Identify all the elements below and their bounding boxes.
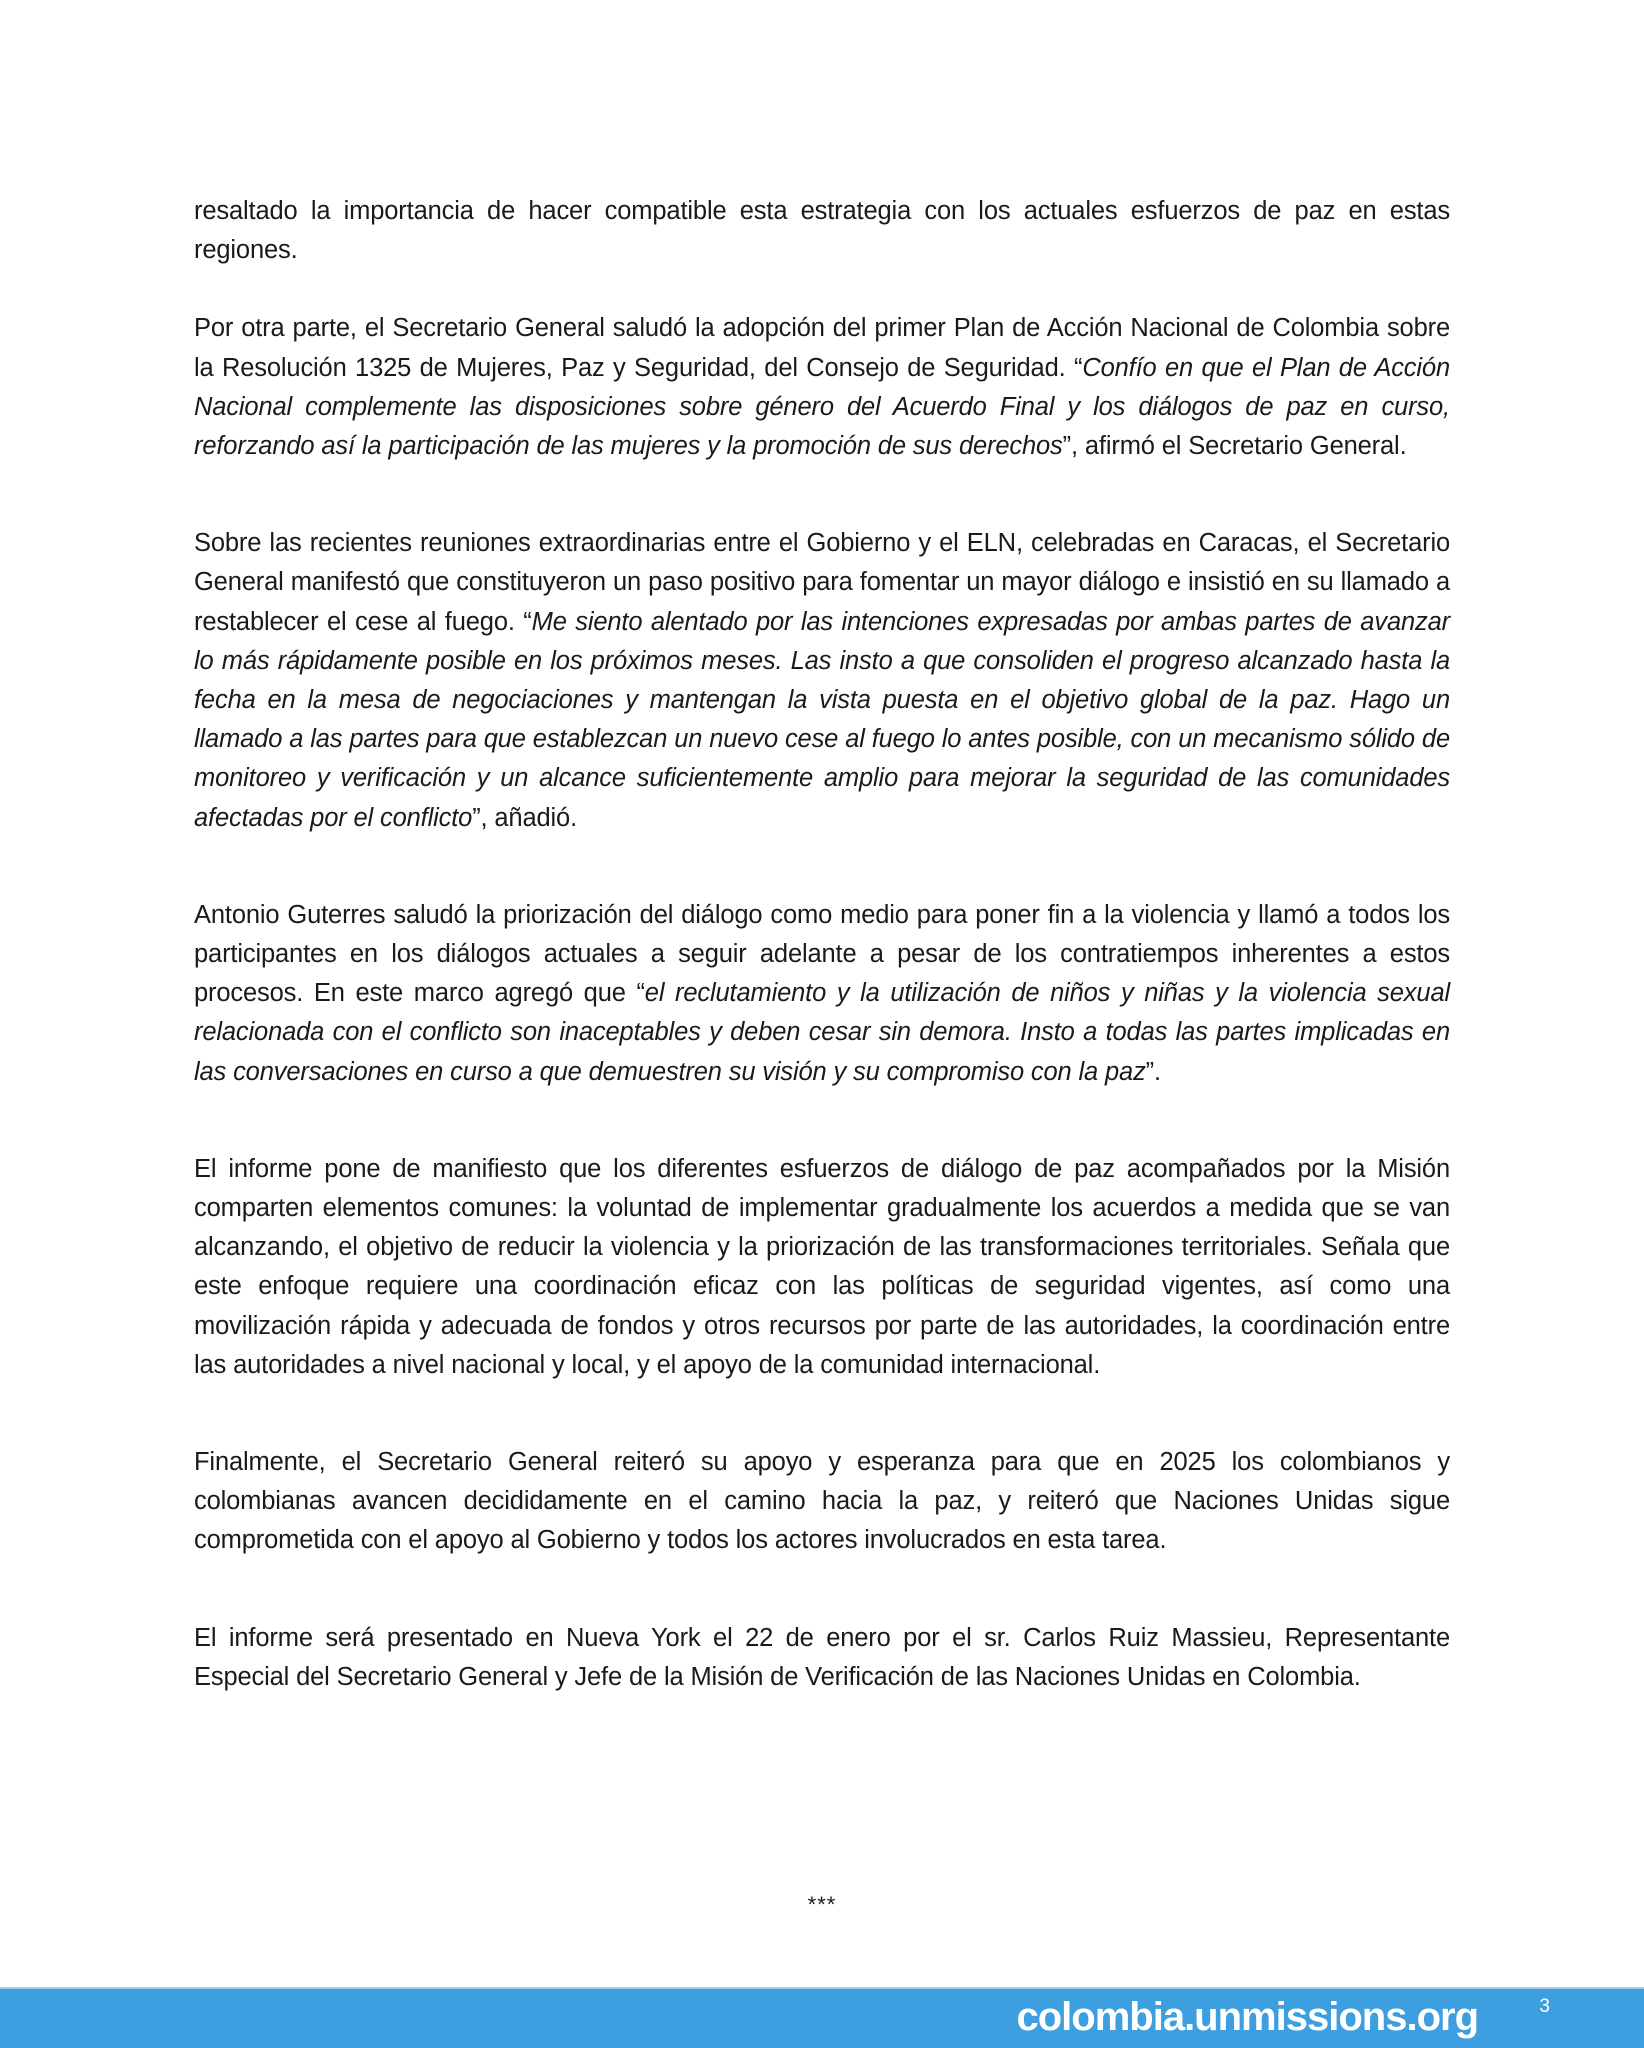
paragraph-national-action-plan: [194, 309, 1450, 466]
paragraph-text: El informe pone de manifiesto que los diferentes esfuerzos de diálogo de paz acompañados por la Misión comparten elementos comunes: la voluntad de implementar gradualmente los acuerdos a medida que se van alcanzando, el objetivo de reducir la violencia y la priorización de las transformaciones territoriales. Señala que este enfoque requiere una coordinación eficaz con las políticas de seguridad vigentes, así como una movilización rápida y adecuada de fondos y otros recursos por parte de las autoridades, la coordinación entre las autoridades a nivel nacional y local, y el apoyo de la comunidad internacional.: [194, 1154, 1450, 1379]
paragraph-text: Sobre las recientes reuniones extraordinarias entre el Gobierno y el ELN, celebradas en Caracas, el Secretario General manifestó que constituyeron un paso positivo para fomentar un mayor diálogo e insistió en su llamado a restablecer el cese al fuego. “: [194, 529, 1450, 636]
paragraph-text: resaltado la importancia de hacer compatible esta estrategia con los actuales esfuerzos de paz en estas regiones.: [194, 197, 1450, 265]
quote-text: Confío en que el Plan de Acción Nacional complemente las disposiciones sobre género del Acuerdo Final y los diálogos de paz en curso, reforzando así la participación de las mujeres y la promoción de sus derechos: [194, 353, 1450, 461]
page-number: 3: [1539, 1996, 1550, 2017]
paragraph-text: Finalmente, el Secretario General reiteró su apoyo y esperanza para que en 2025 los colombianos y colombianas avancen decididamente en el camino hacia la paz, y reiteró que Naciones Unidas sigue comprometida con el apoyo al Gobierno y todos los actores involucrados en esta tarea.: [194, 1448, 1450, 1555]
page-footer: [0, 1987, 1644, 2048]
quote-text: el reclutamiento y la utilización de niños y niñas y la violencia sexual relacionada con el conflicto son inaceptables y deben cesar sin demora. Insto a todas las partes implicadas en las conversaciones en curso a que demuestren su visión y su compromiso con la paz: [194, 979, 1450, 1086]
paragraph-text: ”, añadió.: [472, 803, 578, 832]
document-body: [194, 192, 1450, 1697]
quote-text: Me siento alentado por las intenciones expresadas por ambas partes de avanzar lo más rápidamente posible en los próximos meses. Las insto a que consoliden el progreso alcanzado hasta la fecha en la mesa de negociaciones y mantengan la vista puesta en el objetivo global de la paz. Hago un llamado a las partes para que establezcan un nuevo cese al fuego lo antes posible, con un mecanismo sólido de monitoreo y verificación y un alcance suficientemente amplio para mejorar la seguridad de las comunidades afectadas por el conflicto: [194, 607, 1450, 832]
paragraph-text: Por otra parte, el Secretario General saludó la adopción del primer Plan de Acción Nacional de Colombia sobre la Resolución 1325 de Mujeres, Paz y Seguridad, del Consejo de Seguridad. “: [194, 314, 1450, 382]
paragraph-text: ”, afirmó el Secretario General.: [1062, 432, 1407, 461]
paragraph-text: Antonio Guterres saludó la priorización del diálogo como medio para poner fin a la violencia y llamó a todos los participantes en los diálogos actuales a seguir adelante a pesar de los contratiempos inherentes a estos procesos. En este marco agregó que “: [194, 900, 1450, 1008]
paragraph-closing-support: [194, 1443, 1450, 1561]
paragraph-text: ”.: [1145, 1057, 1161, 1086]
footer-website-link[interactable]: colombia.unmissions.org: [1016, 1995, 1478, 2039]
paragraph-strategy-regions: [194, 192, 1450, 270]
paragraph-text: El informe será presentado en Nueva York el 22 de enero por el sr. Carlos Ruiz Massieu, Representante Especial del Secretario General y Jefe de la Misión de Verificación de las Naciones Unidas en Colombia.: [194, 1623, 1450, 1691]
section-separator: ***: [807, 1892, 837, 1917]
paragraph-dialogue-priority: [194, 896, 1450, 1092]
paragraph-eln-meetings: [194, 524, 1450, 838]
paragraph-report-presentation: [194, 1619, 1450, 1697]
paragraph-report-findings: [194, 1150, 1450, 1385]
